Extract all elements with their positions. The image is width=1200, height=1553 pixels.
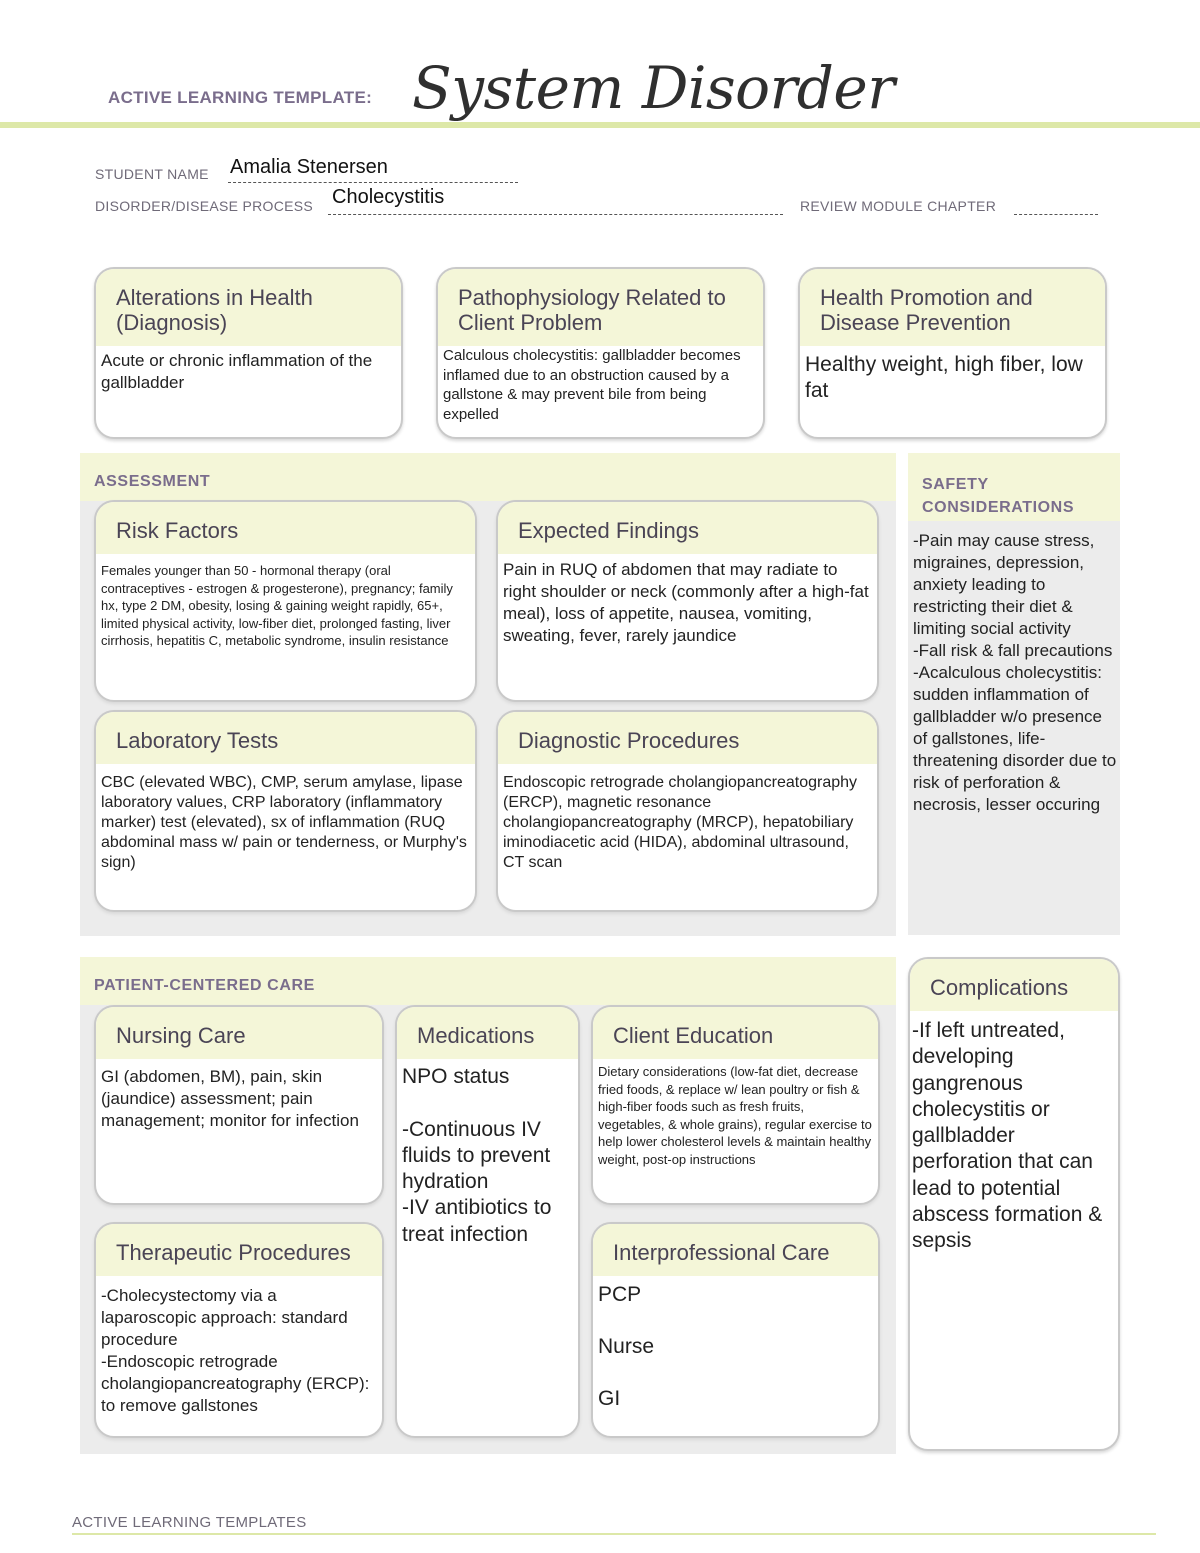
interprofessional-care-title: Interprofessional Care <box>593 1224 878 1276</box>
expected-findings-box <box>496 500 879 702</box>
review-module-field[interactable] <box>1014 190 1098 215</box>
laboratory-tests-box <box>94 710 477 912</box>
disorder-label: DISORDER/DISEASE PROCESS <box>95 198 314 214</box>
health-promotion-title: Health Promotion and Disease Prevention <box>800 269 1105 346</box>
diagnostic-procedures-box <box>496 710 879 912</box>
risk-factors-box <box>94 500 477 702</box>
nursing-care-title: Nursing Care <box>96 1007 382 1059</box>
laboratory-tests-title: Laboratory Tests <box>96 712 475 764</box>
alterations-box <box>94 267 403 439</box>
client-education-title: Client Education <box>593 1007 878 1059</box>
student-name-field[interactable] <box>228 158 518 183</box>
health-promotion-text: Healthy weight, high fiber, low fat <box>805 353 1083 402</box>
review-module-label: REVIEW MODULE CHAPTER <box>800 198 997 214</box>
disorder-field[interactable] <box>328 186 783 215</box>
risk-factors-text: Females younger than 50 - hormonal therapy (oral contraceptives - estrogen & progesterone), pregnancy; family hx, type 2 DM, obesity, losing & gaining weight rapidly, 65+, limited physical activity, low-fiber diet, prolonged fasting, liver cirrhosis, hepatitis C, metabolic syndrome, insulin resistance <box>101 563 453 649</box>
safety-panel <box>908 453 1120 935</box>
therapeutic-procedures-box <box>94 1222 384 1438</box>
medications-title: Medications <box>397 1007 578 1059</box>
assessment-title: ASSESSMENT <box>94 473 211 490</box>
diagnostic-procedures-title: Diagnostic Procedures <box>498 712 877 764</box>
pathophysiology-box <box>436 267 765 439</box>
laboratory-tests-text: CBC (elevated WBC), CMP, serum amylase, lipase laboratory values, CRP laboratory (inflammatory marker) test (elevated), sx of inflammation (RUQ abdominal mass w/ pain or tenderness, or Murphy's sign) <box>101 774 467 871</box>
risk-factors-title: Risk Factors <box>96 502 475 554</box>
template-label: ACTIVE LEARNING TEMPLATE: <box>108 88 373 107</box>
interprofessional-care-text: PCP Nurse GI <box>598 1283 655 1410</box>
medications-text: NPO status -Continuous IV fluids to prevent hydration -IV antibiotics to treat infection <box>402 1065 552 1246</box>
pathophysiology-text: Calculous cholecystitis: gallbladder becomes inflamed due to an obstruction caused by a gallstone & may prevent bile from being expelled <box>443 347 741 423</box>
safety-title: SAFETY CONSIDERATIONS <box>922 476 1075 516</box>
expected-findings-text: Pain in RUQ of abdomen that may radiate to right shoulder or neck (commonly after a high-fat meal), loss of appetite, nausea, vomiting, sweating, fever, rarely jaundice <box>503 560 869 645</box>
interprofessional-care-box <box>591 1222 880 1438</box>
medications-box <box>395 1005 580 1438</box>
nursing-care-text: GI (abdomen, BM), pain, skin (jaundice) assessment; pain management; monitor for infection <box>101 1067 359 1130</box>
client-education-box <box>591 1005 880 1205</box>
patient-care-title: PATIENT-CENTERED CARE <box>94 977 315 994</box>
student-name-label: STUDENT NAME <box>95 166 209 182</box>
therapeutic-procedures-title: Therapeutic Procedures <box>96 1224 382 1276</box>
disorder-value: Cholecystitis <box>332 186 445 208</box>
footer-divider <box>72 1533 1156 1535</box>
footer-label: ACTIVE LEARNING TEMPLATES <box>72 1514 307 1531</box>
page-title: System Disorder <box>412 54 895 122</box>
header-divider <box>0 122 1200 128</box>
complications-box <box>908 957 1120 1451</box>
complications-title: Complications <box>910 959 1118 1011</box>
diagnostic-procedures-text: Endoscopic retrograde cholangiopancreatography (ERCP), magnetic resonance cholangiopancreatography (MRCP), hepatobiliary iminodiacetic acid (HIDA), abdominal ultrasound, CT scan <box>503 774 858 871</box>
complications-text: -If left untreated, developing gangrenous cholecystitis or gallbladder perforation that can lead to potential abscess formation & sepsis <box>912 1019 1103 1253</box>
client-education-text: Dietary considerations (low-fat diet, decrease fried foods, & replace w/ lean poultry or fish & high-fiber foods such as fresh fruits, vegetables, & whole grains), regular exercise to help lower cholesterol levels & maintain healthy weight, post-op instructions <box>598 1064 872 1167</box>
pathophysiology-title: Pathophysiology Related to Client Problem <box>438 269 763 346</box>
safety-text: -Pain may cause stress, migraines, depression, anxiety leading to restricting their diet & limiting social activity -Fall risk & fall precautions -Acalculous cholecystitis: sudden inflammation of gallbladder w/o presence of gallstones, life-threatening disorder due to risk of perforation & necrosis, lesser occuring <box>913 531 1117 814</box>
alterations-title: Alterations in Health (Diagnosis) <box>96 269 401 346</box>
expected-findings-title: Expected Findings <box>498 502 877 554</box>
student-name-value: Amalia Stenersen <box>230 156 388 178</box>
nursing-care-box <box>94 1005 384 1205</box>
alterations-text: Acute or chronic inflammation of the gallbladder <box>101 351 373 392</box>
therapeutic-procedures-text: -Cholecystectomy via a laparoscopic approach: standard procedure -Endoscopic retrograde cholangiopancreatography (ERCP): to remove gallstones <box>101 1286 370 1415</box>
health-promotion-box <box>798 267 1107 439</box>
